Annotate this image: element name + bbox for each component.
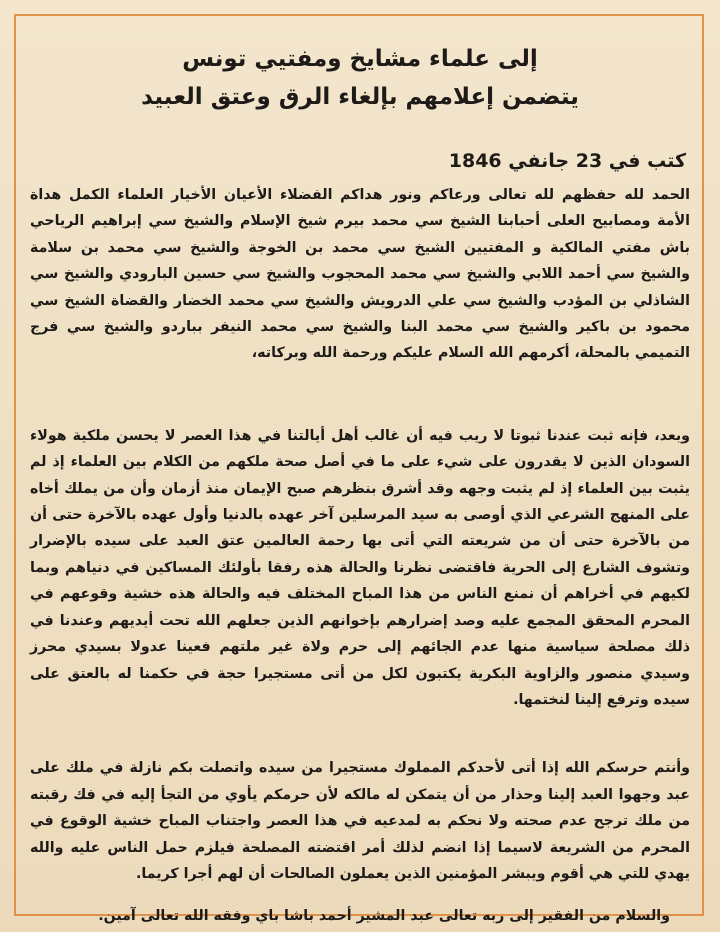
closing-signature-line: والسلام من الفقير إلى ربه تعالى عبد المشير أحمد باشا باي وفقه الله تعالى آمين. xyxy=(98,908,670,925)
paragraph-greeting: الحمد لله حفظهم لله تعالى ورعاكم ونور هداكم الفضلاء الأعيان الأخيار العلماء الكمل هداة الأمة ومصابيح العلى أحبابنا الشيخ سي محمد بيرم شيخ الإسلام والشيخ سي إبراهيم الرياحي باش مفتي المالكية و المفتيين الشيخ سي محمد بن الخوجة والشيخ سي محمد بن سلامة والشيخ سي أحمد اللابي والشيخ سي محمد المحجوب والشيخ سي حسين البارودي والشيخ سي الشاذلي بن المؤدب والشيخ سي علي الدرويش والشيخ سي محمد الخضار والقضاة الشيخ سي محمود بن باكير والشيخ سي محمد البنا والشيخ سي محمد النيفر بباردو والشيخ سي فرج التميمي بالمحلة، أكرمهم الله السلام عليكم ورحمة الله وبركاته، xyxy=(30,187,690,362)
document-date: كتب في 23 جانفي 1846 xyxy=(448,150,686,172)
document-title-line1: إلى علماء مشايخ ومفتيي تونس xyxy=(182,46,538,72)
document-body xyxy=(30,40,690,929)
document-title-line2: يتضمن إعلامهم بإلغاء الرق وعتق العبيد xyxy=(141,84,579,110)
paragraph-instructions: وأنتم حرسكم الله إذا أتى لأحدكم المملوك مستجيرا من سيده واتصلت بكم نازلة في ملك على عبد وجهوا العبد إلينا وحذار من أن يتمكن له مالكه لأن حرمكم يأوي من التجأ إليه في فك رقبته من ملك ترجح عدم صحته ولا نحكم به لمدعيه في هذا العصر واجتناب المباح خشية الوقوع في المحرم من الشريعة لاسيما إذا انضم لذلك أمر اقتضته المصلحة فيلزم حمل الناس عليه والله يهدي للتي هي أقوم ويبشر المؤمنين الذين يعملون الصالحات أن لهم أجرا كريما. xyxy=(30,760,690,882)
paragraph-decree: وبعد، فإنه ثبت عندنا ثبوتا لا ريب فيه أن غالب أهل أيالتنا في هذا العصر لا يحسن ملكية هولاء السودان الذين لا يقدرون على شيء على ما في أصل صحة ملكهم من الكلام بين العلماء إذ لم يثبت بين العلماء إذ لم يثبت وجهه وقد أشرق بنظرهم صبح الإيمان منذ أزمان وأن من يملك أخاه على المنهج الشرعي الذي أوصى به سيد المرسلين آخر عهده بالدنيا وأول عهده بالآخرة حتى أن من بالآخرة حتى أن من شريعته التي أتى بها رحمة العالمين عتق العبد على سيده بالإضرار وتشوف الشارع إلى الحرية فاقتضى نظرنا والحالة هذه رفقا بأولئك المساكين في دنياهم وبما لكيهم في أخراهم أن نمنع الناس من هذا المباح المختلف فيه والحالة هذه خشية وقوعهم في المحرم المحقق المجمع عليه وصد إضرارهم بإخوانهم الذين جعلهم الله تحت أيديهم وعندنا في ذلك مصلحة سياسية منها عدم الجائهم إلى حرم ولاة غير ملتهم فعينا عدولا بسيدي محرز وسيدي منصور والزاوية البكرية يكتبون لكل من أتى مستجيرا حجة في حكمنا له بالعتق على سيده وترفع إلينا لنختمها. xyxy=(30,427,690,708)
